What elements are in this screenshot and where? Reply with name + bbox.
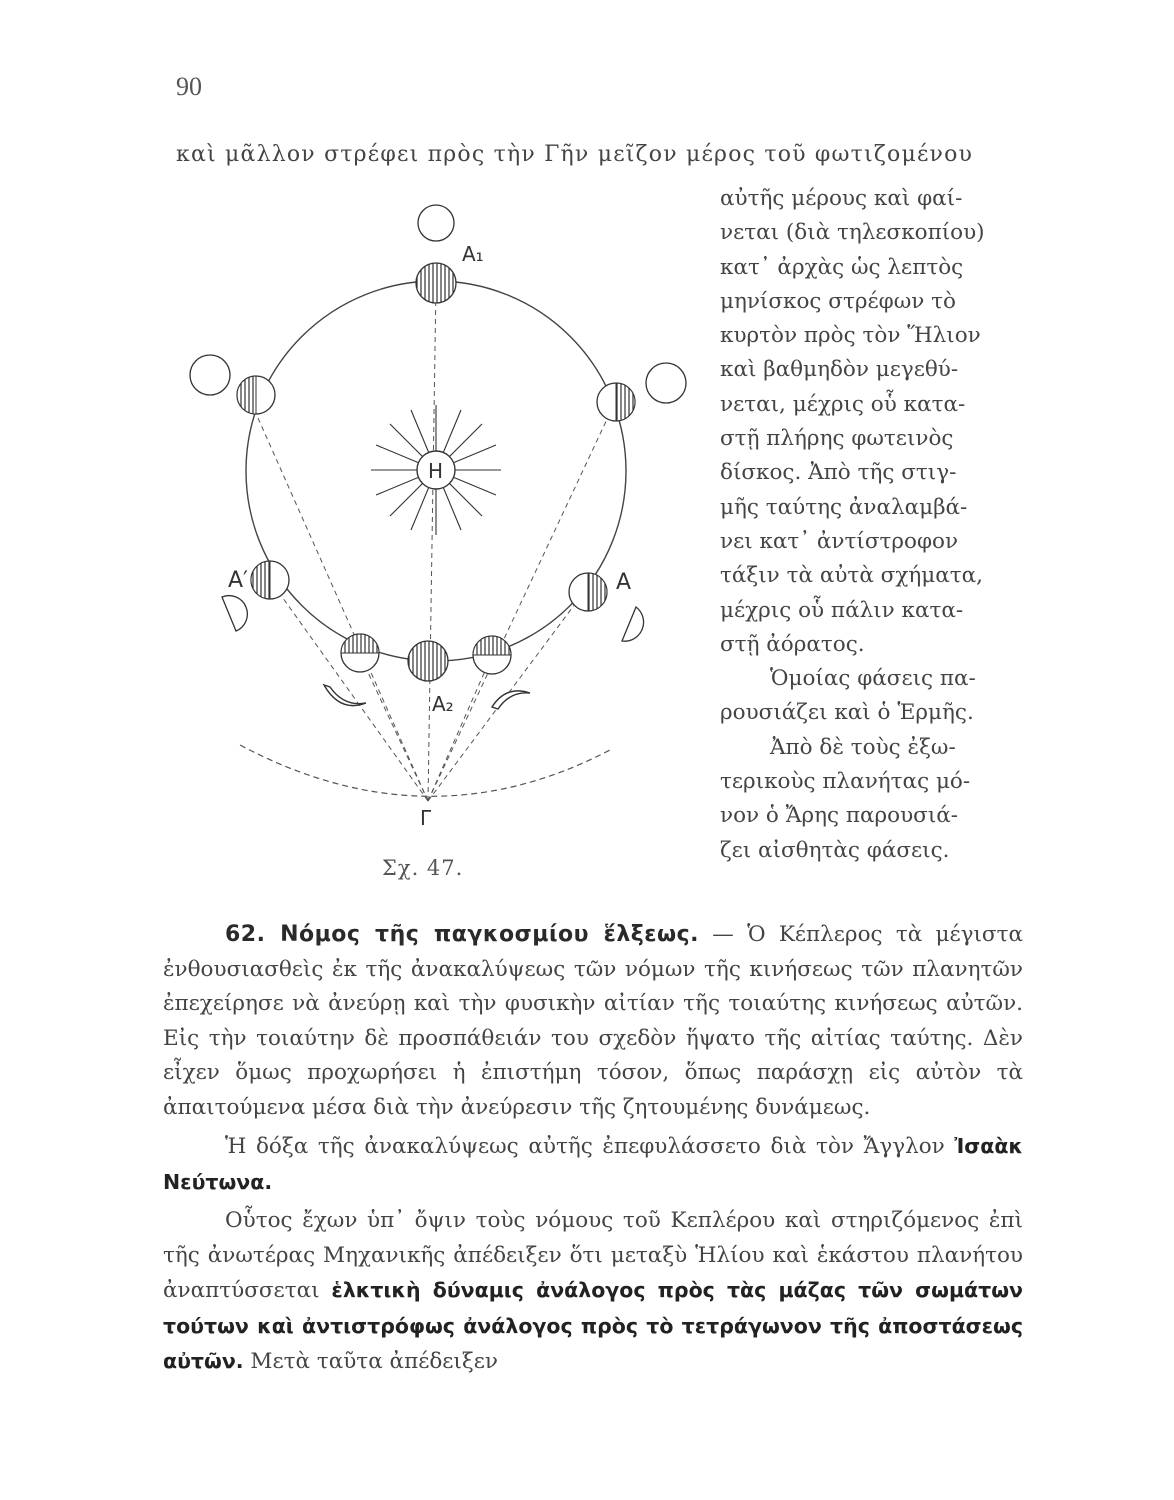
side-line: κυρτὸν πρὸς τὸν Ἥλιον bbox=[720, 323, 981, 349]
planet-a1-icon bbox=[416, 263, 456, 303]
planet-full-icon bbox=[418, 205, 454, 241]
side-line: μέχρις οὗ πάλιν κατα- bbox=[720, 597, 964, 623]
section-paragraph-2 bbox=[163, 1129, 1023, 1200]
side-line: ζει αἰσθητὰς φάσεις. bbox=[720, 837, 950, 863]
figure-caption: Σχ. 47. bbox=[382, 856, 464, 880]
planet-lit-right-icon bbox=[646, 363, 686, 403]
side-paragraph-line: Ὁμοίας φάσεις πα- bbox=[770, 666, 976, 692]
paragraph-text: — Ὁ Κέπλερος τὰ μέγιστα ἐνθουσιασθεὶς ἐκ τῆς ἀνακαλύψεως τῶν νόμων τῆς κινήσεως τῶν πλανητῶν ἐπεχείρησε νὰ ἀνεύρῃ καὶ τὴν φυσικὴν αἰτίαν τῆς τοιαύτης κινήσεως αὐτῶν. Εἰς τὴν τοιαύτην δὲ προσπάθειάν του σχεδὸν ἥψατο τῆς αἰτίας ταύτης. Δὲν εἶχεν ὅμως προχωρήσει ἡ ἐπιστήμη τόσον, ὅπως παράσχῃ εἰς αὐτὸν τὰ ἀπαιτούμενα μέσα διὰ τὴν ἀνεύρεσιν τῆς ζητουμένης δυνάμεως. bbox=[163, 922, 1023, 1120]
venus-phases-diagram bbox=[180, 195, 700, 895]
side-line: κατ᾽ ἀρχὰς ὡς λεπτὸς bbox=[720, 254, 964, 280]
label-a-prime: A′ bbox=[228, 568, 249, 593]
gravitation-law-text: ἑλκτικὴ δύναμις ἀνάλογος πρὸς τὰς μάζας τῶν σωμάτων τούτων καὶ ἀντιστρόφως ἀνάλογος πρὸς τὸ τετράγωνον τῆς ἀποστάσεως αὐτῶν. bbox=[163, 1278, 1023, 1373]
side-line: τάξιν τὰ αὐτὰ σχήματα, bbox=[720, 563, 983, 589]
paragraph-text: Ἡ δόξα τῆς ἀνακαλύψεως αὐτῆς ἐπεφυλάσσετο διὰ τὸν Ἄγγλον bbox=[225, 1134, 955, 1159]
section-paragraph-3 bbox=[163, 1204, 1023, 1380]
side-line: καὶ βαθμηδὸν μεγεθύ- bbox=[720, 357, 959, 383]
first-text-line: καὶ μᾶλλον στρέφει πρὸς τὴν Γῆν μεῖζον μέρος τοῦ φωτιζομένου bbox=[176, 142, 974, 167]
sight-lines bbox=[250, 285, 616, 801]
side-line: ρουσιάζει καὶ ὁ Ἑρμῆς. bbox=[720, 700, 974, 726]
side-line: αὐτῆς μέρους καὶ φαί- bbox=[720, 186, 963, 211]
side-line: στῇ ἀόρατος. bbox=[720, 631, 865, 657]
page-number: 90 bbox=[176, 72, 202, 101]
earth-orbit-arc bbox=[240, 745, 610, 796]
side-line: νον ὁ Ἄρης παρουσιά- bbox=[720, 803, 959, 829]
paragraph-text: Οὗτος ἔχων ὑπ᾽ ὄψιν τοὺς νόμους τοῦ Κεπλέρου καὶ στηριζόμενος ἐπὶ τῆς ἀνωτέρας Μηχανικῆς ἀπέδειξεν ὅτι μεταξὺ Ἡλίου καὶ ἑκάστου πλανήτου ἀναπτύσσεται bbox=[163, 1208, 1023, 1303]
side-line: στῇ πλήρης φωτεινὸς bbox=[720, 426, 954, 452]
label-sun: H bbox=[428, 459, 444, 483]
side-line: δίσκος. Ἀπὸ τῆς στιγ- bbox=[720, 460, 957, 486]
side-paragraph-line: Ἀπὸ δὲ τοὺς ἐξω- bbox=[770, 734, 956, 760]
side-text-column bbox=[720, 182, 1025, 868]
venus-phases-figure bbox=[180, 195, 700, 895]
section-paragraph-1 bbox=[163, 918, 1023, 1125]
side-line: τερικοὺς πλανήτας μό- bbox=[720, 769, 971, 795]
planet-lit-left-icon bbox=[190, 355, 230, 395]
label-a1: A₁ bbox=[462, 242, 484, 266]
side-line: νεται (διὰ τηλεσκοπίου) bbox=[720, 220, 985, 246]
side-line: μῆς ταύτης ἀναλαμβά- bbox=[720, 494, 968, 520]
phase-half-right-icon bbox=[622, 607, 644, 641]
section-heading: 62. Νόμος τῆς παγκοσμίου ἕλξεως. bbox=[225, 922, 700, 947]
label-a: A bbox=[616, 570, 632, 595]
crescent-left-icon bbox=[324, 685, 366, 706]
label-earth: Γ bbox=[420, 806, 432, 830]
phase-half-left-icon bbox=[222, 596, 247, 631]
planet-a2-icon bbox=[408, 641, 448, 681]
section-62 bbox=[163, 918, 1023, 1380]
side-line: μηνίσκος στρέφων τὸ bbox=[720, 288, 956, 314]
name-newton: Ἰσαὰκ Νεύτωνα. bbox=[163, 1134, 1023, 1194]
paragraph-text: Μετὰ ταῦτα ἀπέδειξεν bbox=[243, 1349, 498, 1374]
crescent-right-icon bbox=[492, 691, 530, 709]
side-line: νεται, μέχρις οὗ κατα- bbox=[720, 391, 966, 417]
side-line: νει κατ᾽ ἀντίστροφον bbox=[720, 528, 959, 554]
label-a2: A₂ bbox=[432, 692, 454, 716]
